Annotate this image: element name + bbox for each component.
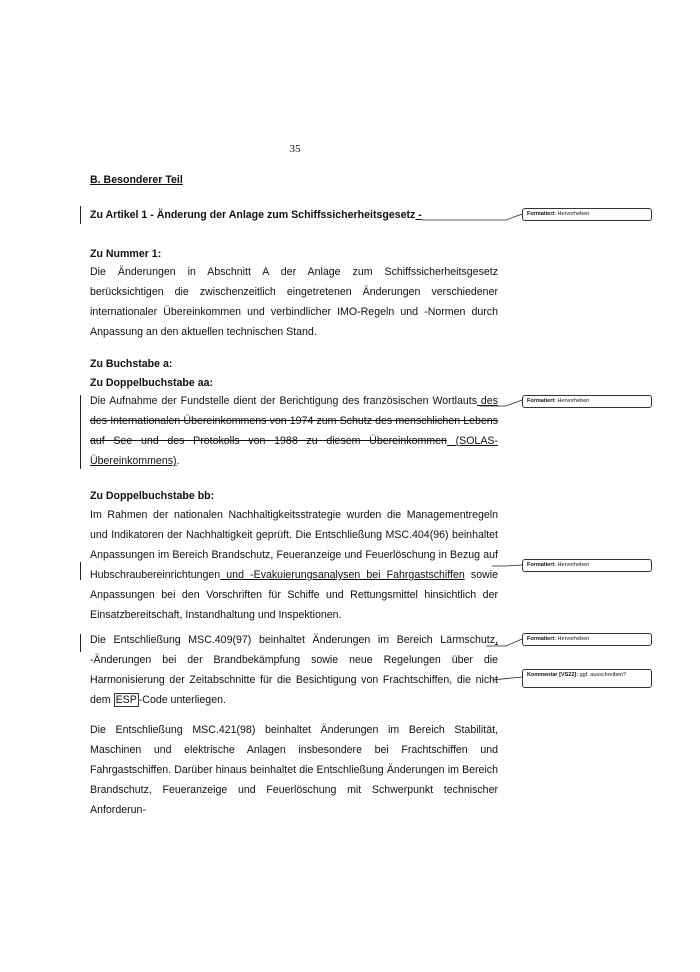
aa-paragraph	[90, 391, 498, 471]
formatting-comment-bubble[interactable]: Formatiert: Hervorheben	[522, 395, 652, 408]
buchstabe-heading: Zu Buchstabe a:	[90, 358, 173, 370]
formatting-comment-bubble[interactable]: Formatiert: Hervorheben	[522, 208, 652, 221]
formatting-comment-bubble[interactable]: Formatiert: Hervorheben	[522, 633, 652, 646]
nummer-paragraph: Die Änderungen in Abschnitt A der Anlage zum Schiffssicherheitsgesetz berücksichtigen die zwischenzeitlich eingetretenen Änderungen verschiedener internationaler Übereinkommen und verbindlicher IMO-Regeln und -Normen durch Anpassung an den aktuellen technischen Stand.	[90, 266, 498, 338]
nummer-heading: Zu Nummer 1:	[90, 248, 162, 260]
aa-text: Die Aufnahme der Fundstelle dient der Berichtigung des französischen Wortlauts	[90, 395, 478, 407]
msc409-text: -Änderungen bei der Brandbekämpfung sowie neue Regelungen über die Harmonisierung der Zeitabschnitte für die Besichtigung von Frachtschiffen, die nicht dem	[90, 654, 498, 706]
section-heading: B. Besonderer Teil	[90, 174, 183, 186]
aa-inserted-text: (SOLAS-Übereinkommens)	[90, 435, 498, 467]
review-comment-bubble[interactable]: Kommentar [VS22]: ggf. ausschreiben?	[522, 669, 652, 688]
doppelbuchstabe-aa-heading: Zu Doppelbuchstabe aa:	[90, 377, 214, 389]
msc409-text: Die Entschließung MSC.409(97) beinhaltet Änderungen im Bereich Lärmschutz	[90, 634, 496, 646]
article-heading-inserted: -	[415, 209, 422, 221]
page-number: 35	[289, 143, 301, 155]
change-bar	[80, 562, 81, 580]
msc421-paragraph: Die Entschließung MSC.421(98) beinhaltet Änderungen im Bereich Stabilität, Maschinen und elektrische Anlagen insbesondere bei Frachtschiffen und Fahrgastschiffen. Darüber hinaus beinhaltet die Entschließung Änderungen im Bereich Brandschutz, Feueranzeige und Feuerlöschung mit Schwerpunkt technischer Anforderun-	[90, 724, 498, 816]
bb-inserted-text: und -Evakuierungsanalysen bei Fahrgastschiffen	[220, 569, 465, 581]
bb-text: sowie Anpassungen bei den Vorschriften für Schiffe und Rettungsmittel hinsichtlich der Einsatzbereitschaft, Instandhaltung und Inspektionen.	[90, 569, 498, 621]
msc409-text: -Code unterliegen.	[138, 694, 226, 706]
msc409-commented-text[interactable]: ESP	[115, 694, 137, 706]
article-heading	[90, 205, 530, 225]
aa-inserted-text: des	[477, 395, 498, 407]
article-heading-text: Zu Artikel 1 - Änderung der Anlage zum Schiffssicherheitsgesetz	[90, 209, 416, 221]
msc409-paragraph	[90, 630, 498, 710]
aa-text-end: .	[176, 455, 180, 467]
bb-text: Im Rahmen der nationalen Nachhaltigkeitsstrategie wurden die Managementregeln und Indikatoren der Nachhaltigkeit geprüft. Die Entschließung MSC.404(96) beinhaltet Anpassungen im Bereich Brandschutz, Feueranzeige und Feuerlöschung in Bezug auf Hubschraubereinrichtungen	[90, 509, 498, 581]
bb-paragraph	[90, 505, 498, 625]
aa-deleted-text: des Internationalen Übereinkommens von 1974 zum Schutz des menschlichen Lebens auf See und des Protokolls von 1988 zu diesem Übereinkommen	[90, 415, 498, 447]
doppelbuchstabe-bb-heading: Zu Doppelbuchstabe bb:	[90, 490, 215, 502]
formatting-comment-bubble[interactable]: Formatiert: Hervorheben	[522, 559, 652, 572]
msc409-inserted-text: ,	[495, 634, 498, 646]
change-bar	[80, 206, 81, 224]
change-bar	[80, 395, 81, 469]
change-bar	[80, 634, 81, 652]
